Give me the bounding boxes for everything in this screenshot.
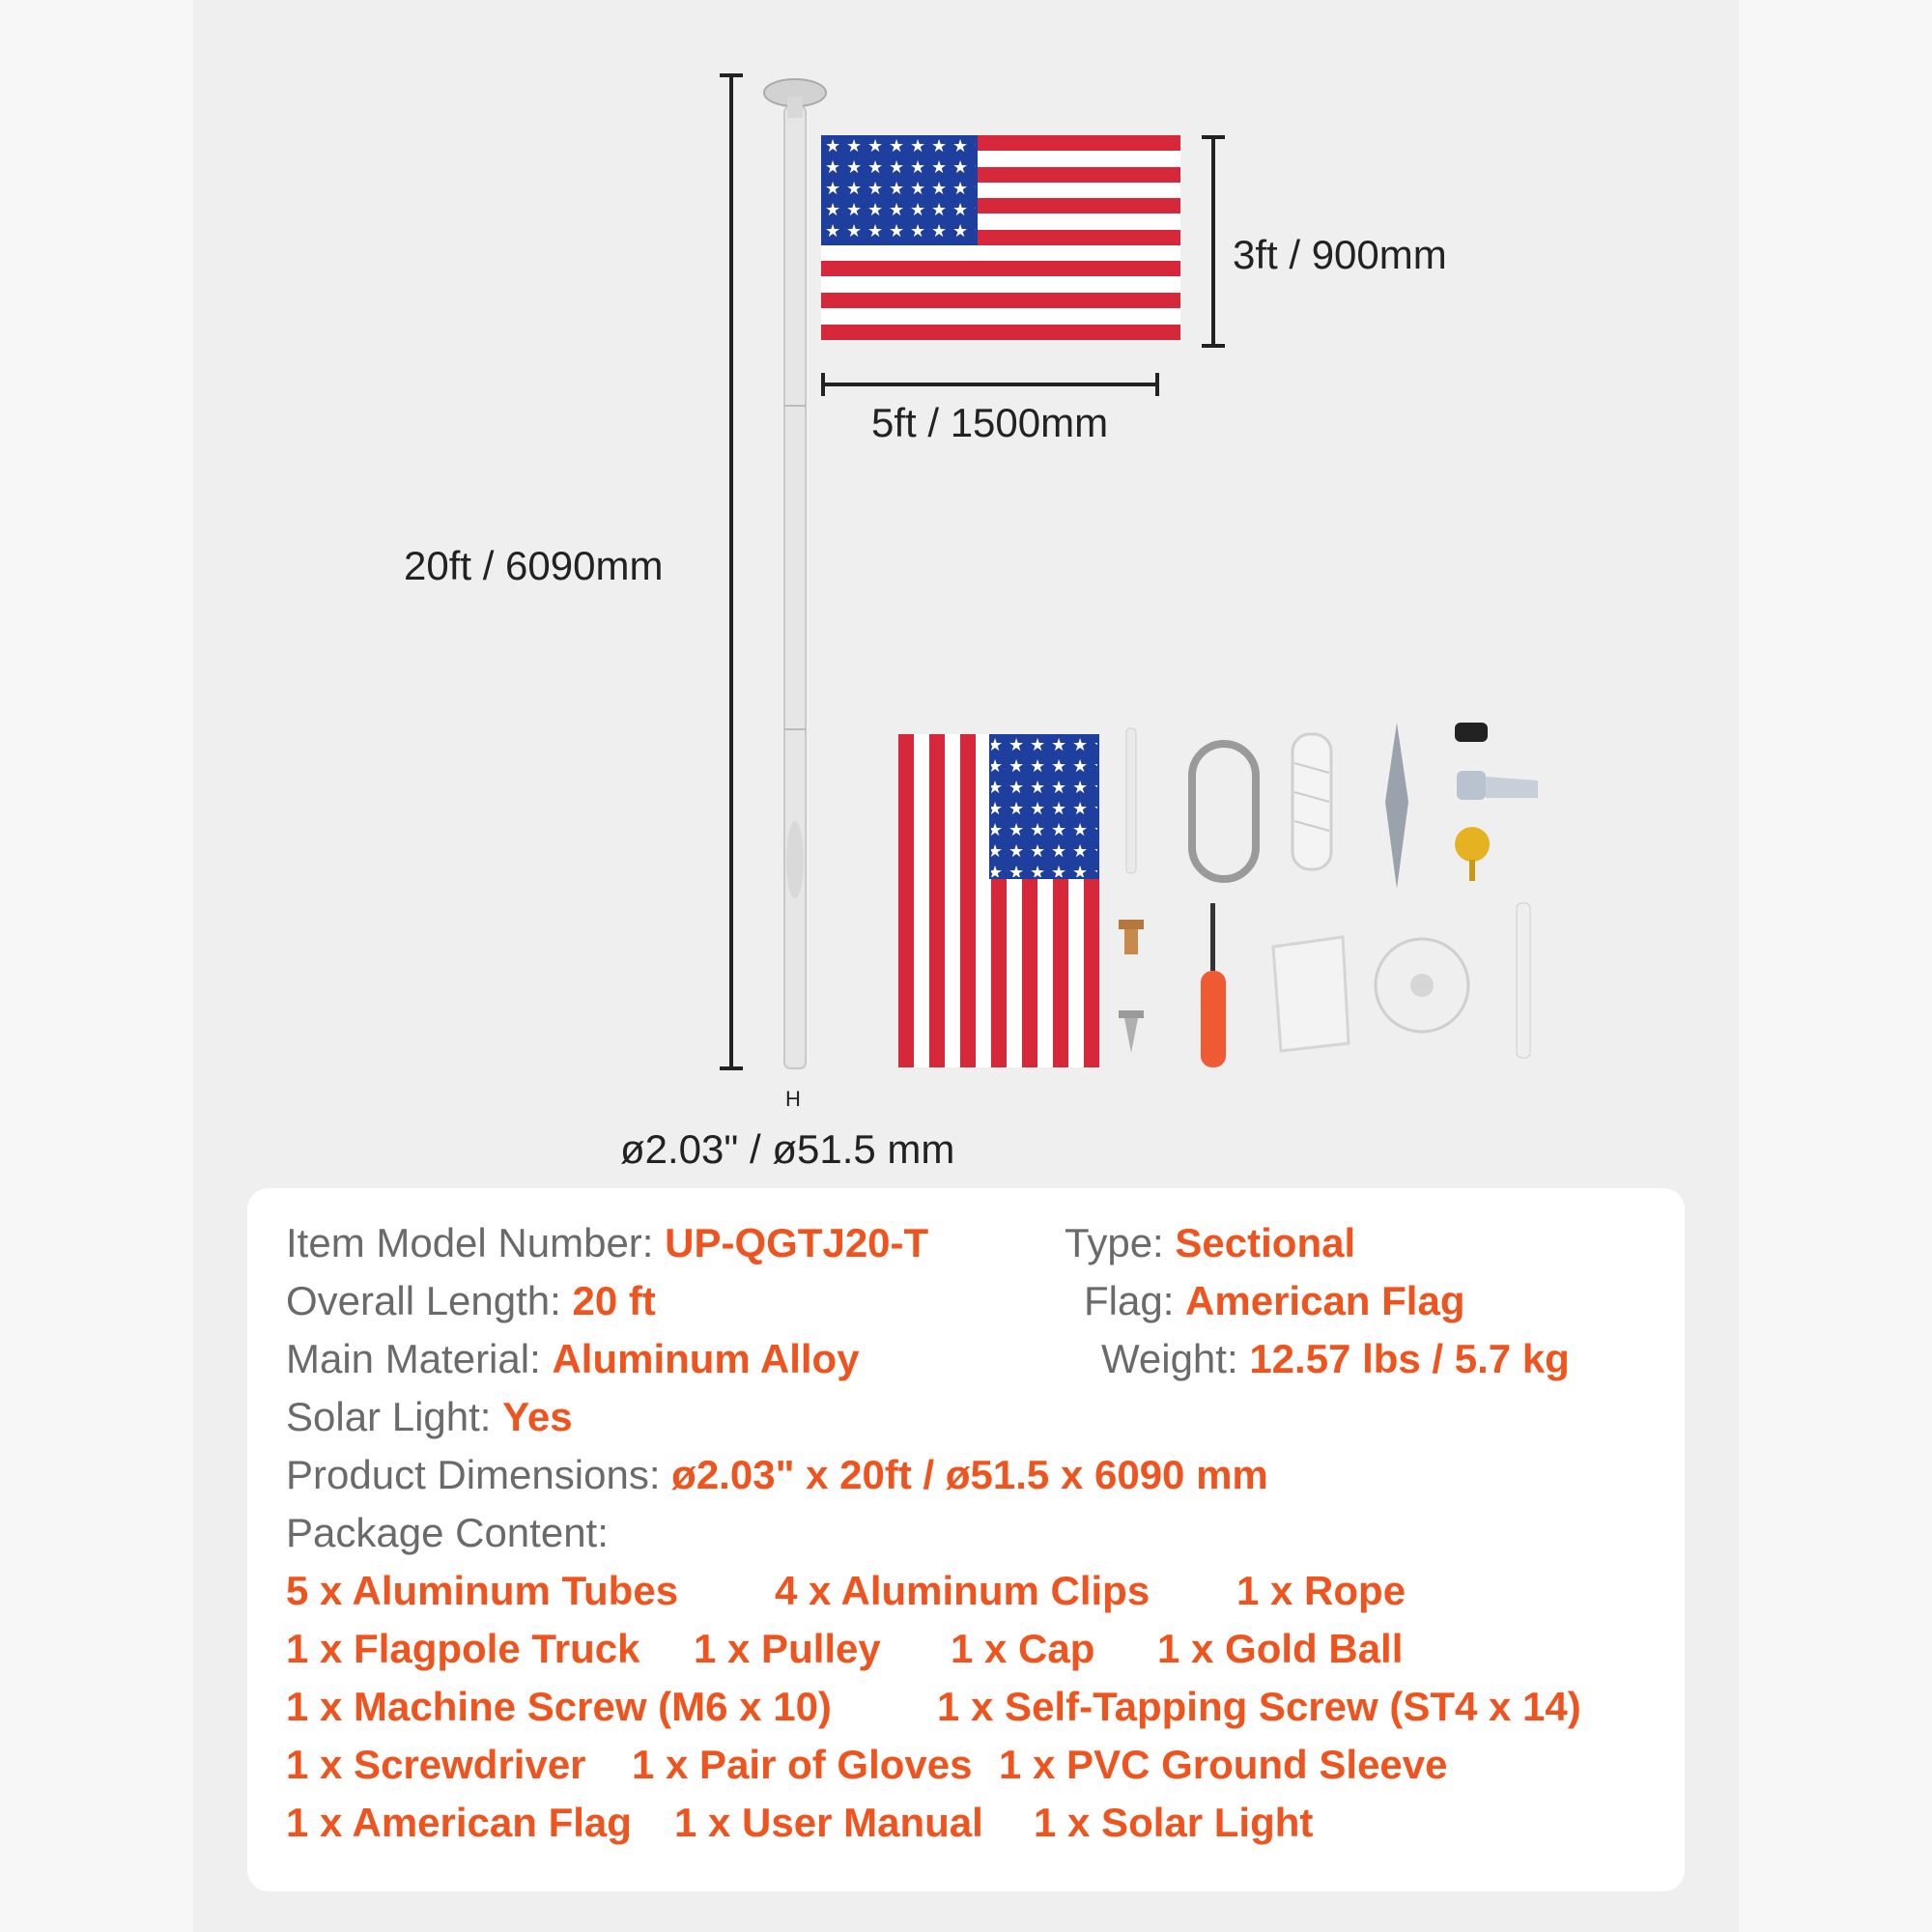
cap-icon xyxy=(1455,723,1488,742)
machine-screw-icon xyxy=(1119,920,1144,954)
spec-solar: Solar Light: Yes xyxy=(286,1394,573,1439)
pole-height-dimension-line xyxy=(720,75,743,1068)
package-item: 1 x User Manual xyxy=(674,1800,983,1845)
spec-length: Overall Length: 20 ft xyxy=(286,1278,656,1323)
spec-model: Item Model Number: UP-QGTJ20-T xyxy=(286,1220,929,1265)
package-flag xyxy=(898,734,1099,1067)
package-item: 1 x Pulley xyxy=(694,1626,881,1671)
package-item: 4 x Aluminum Clips xyxy=(775,1568,1151,1613)
aluminum-clip-icon xyxy=(1126,728,1136,873)
package-item: 5 x Aluminum Tubes xyxy=(286,1568,679,1613)
gloves-icon xyxy=(1273,937,1349,1051)
package-item: 1 x Gold Ball xyxy=(1157,1626,1404,1671)
spec-material: Main Material: Aluminum Alloy xyxy=(286,1336,860,1381)
self-tapping-screw-icon xyxy=(1119,1010,1144,1053)
package-item: 1 x Machine Screw (M6 x 10) xyxy=(286,1684,832,1729)
package-item: 1 x Rope xyxy=(1236,1568,1406,1613)
package-item: 1 x Pair of Gloves xyxy=(632,1742,973,1787)
spec-product-dimensions: Product Dimensions: ø2.03" x 20ft / ø51.5 x 6090 mm xyxy=(286,1452,1268,1497)
flag-width-dimension-line xyxy=(823,373,1157,396)
solar-light-icon xyxy=(1376,939,1468,1032)
rope-icon xyxy=(1293,734,1331,869)
flag-width-label: 5ft / 1500mm xyxy=(871,400,1109,445)
diameter-marker: H xyxy=(785,1087,801,1111)
pvc-ground-sleeve-icon xyxy=(1517,903,1530,1058)
package-item: 1 x PVC Ground Sleeve xyxy=(999,1742,1448,1787)
cleat-icon xyxy=(1385,723,1408,889)
pole-height-label: 20ft / 6090mm xyxy=(404,543,664,588)
flag-height-dimension-line xyxy=(1202,137,1225,346)
package-item: 1 x Self-Tapping Screw (ST4 x 14) xyxy=(937,1684,1581,1729)
package-item: 1 x Solar Light xyxy=(1034,1800,1314,1845)
solar-light-top xyxy=(764,79,826,118)
package-item: 1 x Cap xyxy=(951,1626,1095,1671)
package-item: 1 x American Flag xyxy=(286,1800,632,1845)
spec-weight: Weight: 12.57 lbs / 5.7 kg xyxy=(1101,1336,1570,1381)
gold-ball-icon xyxy=(1455,827,1490,881)
pole-diameter-label: ø2.03" / ø51.5 mm xyxy=(620,1126,955,1172)
package-content-label: Package Content: xyxy=(286,1510,609,1555)
spec-flag: Flag: American Flag xyxy=(1084,1278,1465,1323)
pulley-icon xyxy=(1457,771,1538,800)
package-item: 1 x Flagpole Truck xyxy=(286,1626,640,1671)
carabiner-icon xyxy=(1192,744,1256,879)
spec-type: Type: Sectional xyxy=(1065,1220,1356,1265)
flag-height-label: 3ft / 900mm xyxy=(1233,232,1447,277)
screwdriver-icon xyxy=(1201,903,1226,1067)
package-item: 1 x Screwdriver xyxy=(286,1742,586,1787)
flying-flag xyxy=(821,135,1180,340)
flagpole xyxy=(784,106,806,1068)
